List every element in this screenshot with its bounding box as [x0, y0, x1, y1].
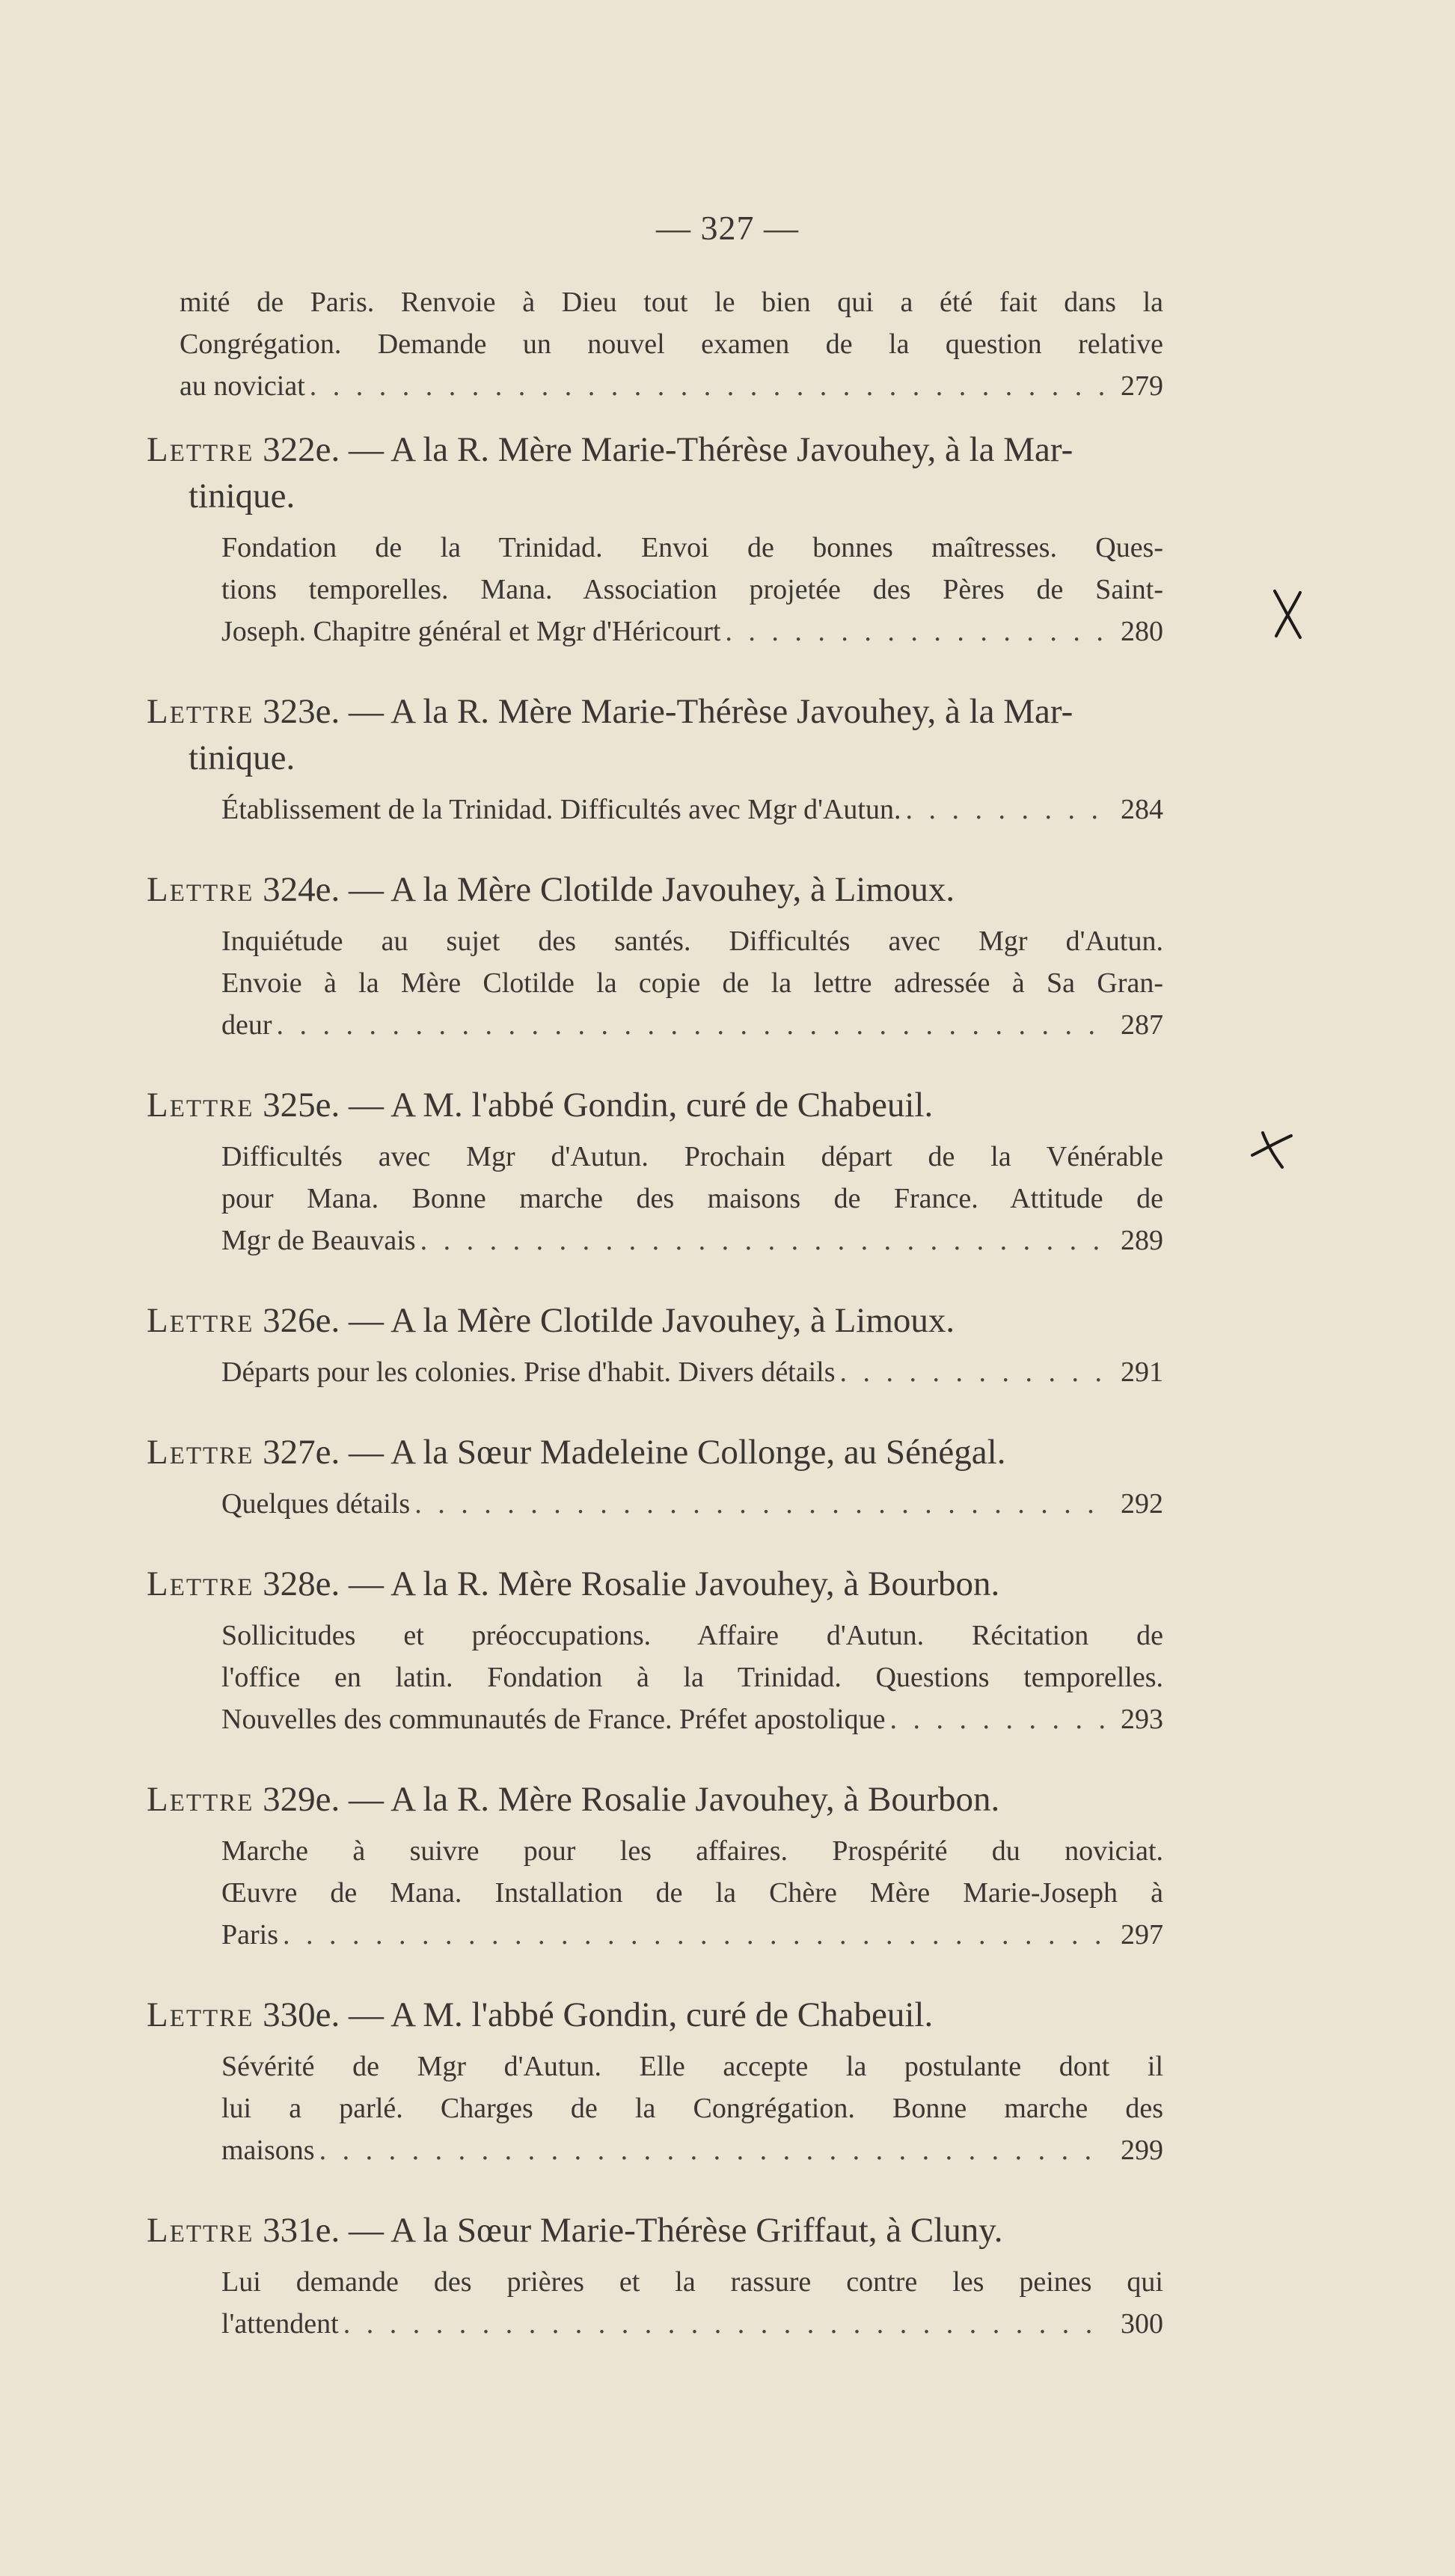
letter-entry — [147, 866, 1163, 1046]
letter-label: Lettre — [147, 1780, 254, 1819]
letter-recipient: — A la Mère Clotilde Javouhey, à Limoux. — [348, 1301, 955, 1340]
summary-line: Envoie à la Mère Clotilde la copie de la lettre adressée à Sa Gran- — [221, 967, 1163, 999]
summary-line: pour Mana. Bonne marche des maisons de France. Attitude de — [221, 1183, 1163, 1214]
letter-summary — [221, 1483, 1163, 1525]
summary-last-text: Nouvelles des communautés de France. Préfet apostolique — [221, 1704, 886, 1735]
letter-summary — [221, 920, 1163, 1046]
letter-summary — [221, 1615, 1163, 1740]
summary-line: Inquiétude au sujet des santés. Difficultés avec Mgr d'Autun. — [221, 926, 1163, 957]
intro-summary — [180, 281, 1163, 407]
summary-last-line — [221, 2129, 1163, 2171]
dot-leader — [310, 365, 1105, 407]
letter-entry — [147, 2207, 1163, 2345]
letter-label: Lettre — [147, 1995, 254, 2034]
letter-recipient: — A M. l'abbé Gondin, curé de Chabeuil. — [348, 1086, 934, 1125]
page-ref: 297 — [1121, 1919, 1163, 1951]
dot-leader — [283, 1914, 1105, 1956]
summary-last-line — [221, 1483, 1163, 1525]
dot-leader — [343, 2303, 1105, 2345]
handwritten-cross-mark — [1249, 1127, 1294, 1172]
summary-last-text: Départs pour les colonies. Prise d'habit. Divers détails — [221, 1356, 836, 1388]
letter-summary — [221, 2261, 1163, 2345]
letter-entry — [147, 1297, 1163, 1393]
handwritten-x-mark — [1270, 587, 1305, 642]
letter-heading — [147, 866, 1163, 913]
summary-last-line — [221, 789, 1163, 830]
letter-entry — [147, 1776, 1163, 1956]
dot-leader — [889, 1698, 1105, 1740]
letters-list — [147, 426, 1163, 2381]
letter-number: 325e. — [263, 1086, 340, 1125]
summary-line: tions temporelles. Mana. Association projetée des Pères de Saint- — [221, 574, 1163, 605]
summary-last-line — [221, 1004, 1163, 1046]
letter-heading — [147, 688, 1163, 781]
letter-recipient: — A la R. Mère Rosalie Javouhey, à Bourbon. — [348, 1780, 1000, 1819]
page-ref: 292 — [1121, 1488, 1163, 1520]
letter-number: 329e. — [263, 1780, 340, 1819]
letter-entry — [147, 1082, 1163, 1261]
summary-last-text: Paris — [221, 1919, 278, 1951]
page-ref: 289 — [1121, 1225, 1163, 1256]
letter-number: 326e. — [263, 1301, 340, 1340]
letter-recipient: — A la R. Mère Rosalie Javouhey, à Bourbon. — [348, 1564, 1000, 1603]
page-ref: 280 — [1121, 616, 1163, 647]
letter-number: 327e. — [263, 1433, 340, 1472]
letter-label: Lettre — [147, 1433, 254, 1472]
summary-line: Œuvre de Mana. Installation de la Chère Mère Marie-Joseph à — [221, 1877, 1163, 1909]
letter-label: Lettre — [147, 2211, 254, 2250]
summary-last-text: l'attendent — [221, 2308, 339, 2340]
intro-line: Congrégation. Demande un nouvel examen de la question relative — [180, 328, 1163, 360]
summary-line: Fondation de la Trinidad. Envoi de bonnes maîtresses. Ques- — [221, 532, 1163, 563]
dot-leader — [420, 1220, 1105, 1261]
dot-leader — [277, 1004, 1105, 1046]
page-ref: 300 — [1121, 2308, 1163, 2340]
intro-line: mité de Paris. Renvoie à Dieu tout le bien qui a été fait dans la — [180, 287, 1163, 318]
summary-line: Difficultés avec Mgr d'Autun. Prochain départ de la Vénérable — [221, 1141, 1163, 1172]
letter-number: 331e. — [263, 2211, 340, 2250]
letter-recipient: — A la Mère Clotilde Javouhey, à Limoux. — [348, 870, 955, 909]
dot-leader — [906, 789, 1106, 830]
summary-last-text: Quelques détails — [221, 1488, 411, 1520]
letter-recipient: — A la Sœur Marie-Thérèse Griffaut, à Cluny. — [348, 2211, 1003, 2250]
summary-last-text: Joseph. Chapitre général et Mgr d'Héricourt — [221, 616, 721, 647]
summary-last-line — [221, 1698, 1163, 1740]
letter-summary — [221, 1830, 1163, 1956]
letter-entry — [147, 1429, 1163, 1525]
letter-summary — [221, 2046, 1163, 2171]
letter-label: Lettre — [147, 1301, 254, 1340]
summary-line: Sévérité de Mgr d'Autun. Elle accepte la postulante dont il — [221, 2051, 1163, 2082]
summary-line: l'office en latin. Fondation à la Trinidad. Questions temporelles. — [221, 1662, 1163, 1693]
letter-heading — [147, 1776, 1163, 1823]
letter-recipient: — A la R. Mère Marie-Thérèse Javouhey, à la Mar-tinique. — [189, 430, 1073, 515]
letter-recipient: — A la Sœur Madeleine Collonge, au Sénégal. — [348, 1433, 1006, 1472]
letter-heading — [147, 2207, 1163, 2254]
letter-number: 324e. — [263, 870, 340, 909]
letter-number: 323e. — [263, 692, 340, 731]
summary-last-line — [221, 2303, 1163, 2345]
page-ref: 299 — [1121, 2135, 1163, 2166]
letter-number: 330e. — [263, 1995, 340, 2034]
page-ref: 291 — [1121, 1356, 1163, 1388]
letter-heading — [147, 1297, 1163, 1344]
summary-last-line — [221, 1220, 1163, 1261]
letter-label: Lettre — [147, 692, 254, 731]
page-ref: 293 — [1121, 1704, 1163, 1735]
letter-summary — [221, 789, 1163, 830]
letter-entry — [147, 1561, 1163, 1740]
letter-number: 322e. — [263, 430, 340, 469]
letter-recipient: — A M. l'abbé Gondin, curé de Chabeuil. — [348, 1995, 934, 2034]
summary-last-line — [221, 1914, 1163, 1956]
dot-leader — [414, 1483, 1105, 1525]
letter-entry — [147, 426, 1163, 652]
intro-last-line — [180, 365, 1163, 407]
letter-label: Lettre — [147, 870, 254, 909]
dot-leader — [319, 2129, 1105, 2171]
summary-last-text: Mgr de Beauvais — [221, 1225, 416, 1256]
letter-heading — [147, 1082, 1163, 1128]
letter-summary — [221, 1351, 1163, 1393]
summary-last-line — [221, 1351, 1163, 1393]
letter-heading — [147, 1992, 1163, 2038]
summary-last-text: maisons — [221, 2135, 315, 2166]
letter-label: Lettre — [147, 1564, 254, 1603]
letter-heading — [147, 1429, 1163, 1475]
letter-label: Lettre — [147, 1086, 254, 1125]
page-ref: 287 — [1121, 1009, 1163, 1041]
letter-heading — [147, 426, 1163, 519]
dot-leader — [725, 611, 1105, 652]
letter-entry — [147, 688, 1163, 830]
page-ref: 284 — [1121, 794, 1163, 825]
letter-label: Lettre — [147, 430, 254, 469]
summary-last-text: deur — [221, 1009, 272, 1041]
page-number: — 327 — — [656, 209, 799, 247]
summary-line: Marche à suivre pour les affaires. Prospérité du noviciat. — [221, 1835, 1163, 1867]
summary-line: lui a parlé. Charges de la Congrégation. Bonne marche des — [221, 2093, 1163, 2124]
summary-last-line — [221, 611, 1163, 652]
page-ref: 279 — [1121, 370, 1163, 402]
summary-last-text: Établissement de la Trinidad. Difficultés avec Mgr d'Autun. — [221, 794, 901, 825]
letter-summary — [221, 527, 1163, 652]
intro-last-text: au noviciat — [180, 370, 305, 402]
summary-line: Lui demande des prières et la rassure contre les peines qui — [221, 2266, 1163, 2298]
letter-entry — [147, 1992, 1163, 2171]
dot-leader — [840, 1351, 1105, 1393]
summary-line: Sollicitudes et préoccupations. Affaire d'Autun. Récitation de — [221, 1620, 1163, 1651]
letter-number: 328e. — [263, 1564, 340, 1603]
letter-heading — [147, 1561, 1163, 1607]
letter-summary — [221, 1136, 1163, 1261]
letter-recipient: — A la R. Mère Marie-Thérèse Javouhey, à la Mar-tinique. — [189, 692, 1073, 777]
